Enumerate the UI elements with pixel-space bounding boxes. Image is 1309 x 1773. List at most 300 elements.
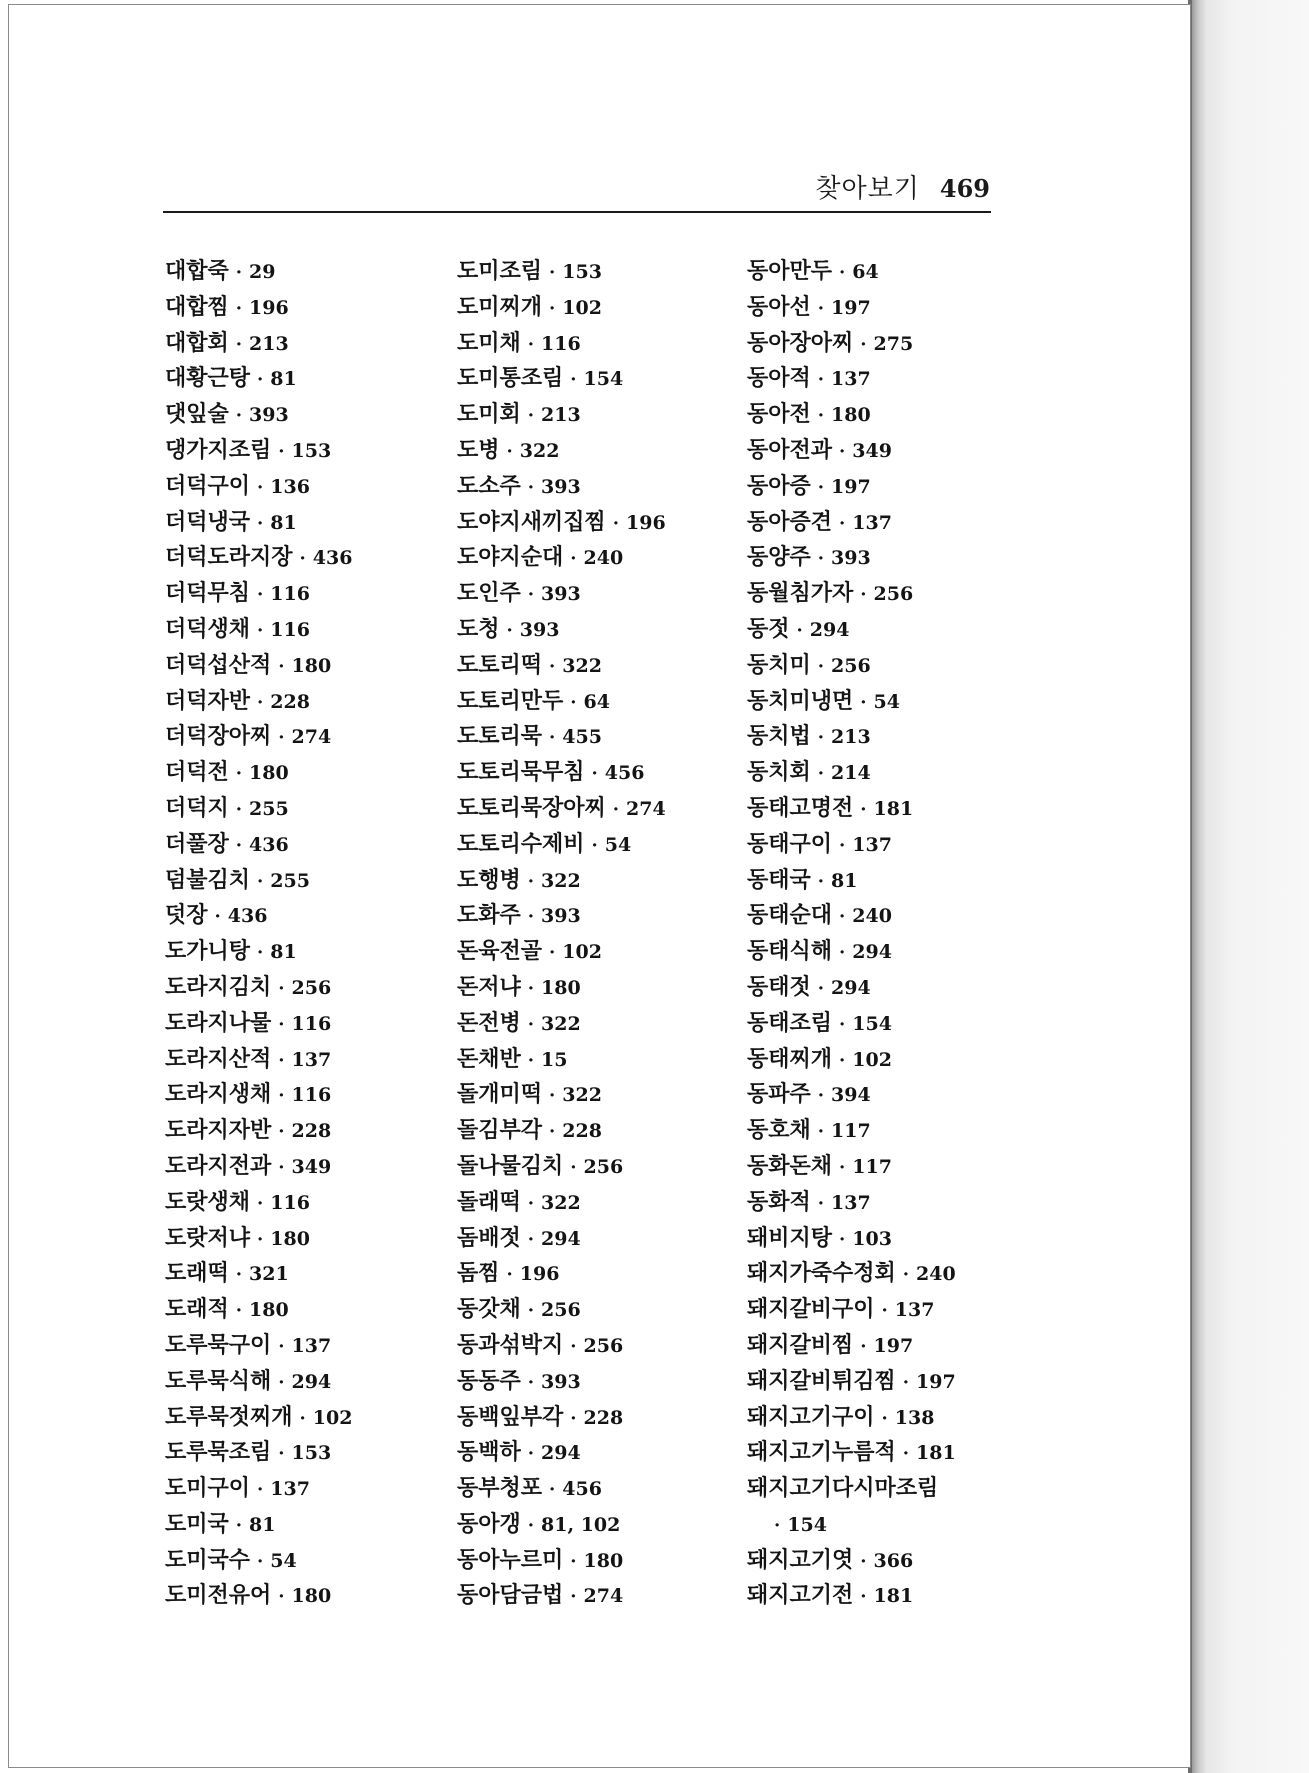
entry-term: 도미조림	[457, 259, 543, 284]
index-entry	[165, 361, 445, 397]
entry-term: 동화적	[747, 1189, 811, 1215]
index-entry	[747, 469, 1027, 505]
entry-term: 도야지새끼집찜	[457, 509, 606, 535]
entry-term: 동양주	[747, 545, 811, 571]
entry-page-ref: 322	[562, 654, 602, 677]
index-entry	[165, 469, 445, 505]
entry-page-ref: 256	[291, 976, 332, 999]
entry-page-ref: 322	[541, 1191, 581, 1214]
entry-page-ref: 116	[270, 583, 310, 606]
index-entry	[165, 505, 445, 541]
middle-dot-separator: ·	[570, 1586, 577, 1608]
index-entry	[747, 1328, 1027, 1364]
index-entry	[747, 1578, 1027, 1614]
index-entry	[165, 1435, 445, 1471]
index-entry	[747, 648, 1027, 684]
entry-page-ref: 393	[541, 905, 581, 928]
middle-dot-separator: ·	[549, 297, 556, 319]
entry-page-ref: 137	[894, 1299, 935, 1322]
index-entry	[457, 1185, 737, 1221]
entry-term: 더덕냉국	[165, 509, 251, 535]
middle-dot-separator: ·	[235, 834, 243, 856]
entry-page-ref: 322	[541, 1012, 581, 1035]
entry-term: 동태식해	[747, 939, 833, 965]
entry-term: 도루묵식해	[165, 1368, 272, 1394]
middle-dot-separator: ·	[235, 297, 243, 319]
middle-dot-separator: ·	[549, 262, 556, 283]
index-entry	[457, 827, 737, 863]
entry-term: 동아장아찌	[747, 330, 854, 356]
entry-page-ref: 436	[227, 905, 268, 928]
middle-dot-separator: ·	[278, 1443, 285, 1465]
entry-term: 돈저냐	[457, 974, 521, 1000]
middle-dot-separator: ·	[591, 834, 598, 856]
entry-term: 동아전	[747, 402, 811, 428]
index-entry	[165, 254, 445, 290]
entry-term: 동아증견	[747, 509, 833, 535]
middle-dot-separator: ·	[902, 1443, 910, 1465]
index-entry	[165, 1185, 445, 1221]
entry-term: 도미국	[165, 1511, 229, 1537]
entry-page-ref: 294	[541, 1442, 581, 1465]
middle-dot-separator: ·	[235, 405, 243, 427]
index-entry	[747, 970, 1027, 1006]
entry-page-ref: 137	[270, 1478, 310, 1501]
middle-dot-separator: ·	[839, 942, 846, 964]
index-entry	[747, 397, 1027, 433]
middle-dot-separator: ·	[257, 369, 264, 391]
index-entry	[747, 719, 1027, 755]
index-entry	[165, 1006, 445, 1042]
middle-dot-separator: ·	[235, 763, 243, 785]
middle-dot-separator: ·	[881, 1300, 888, 1322]
page-number: 469	[939, 174, 990, 203]
entry-page-ref: 228	[270, 690, 310, 713]
middle-dot-separator: ·	[860, 333, 867, 355]
index-entry	[457, 1507, 737, 1543]
index-entry	[457, 326, 737, 362]
middle-dot-separator: ·	[839, 834, 846, 856]
index-column-1	[165, 254, 445, 1614]
entry-page-ref: 436	[312, 547, 353, 570]
entry-page-ref: 394	[831, 1084, 871, 1107]
entry-page-ref: 81	[831, 869, 858, 892]
entry-term: 동월침가자	[747, 581, 854, 607]
entry-page-ref: 196	[626, 511, 666, 534]
entry-term: 돈육전골	[457, 939, 543, 965]
index-entry	[165, 755, 445, 791]
index-entry	[457, 1471, 737, 1507]
entry-page-ref: 197	[873, 1334, 914, 1357]
entry-term: 도래적	[165, 1297, 229, 1323]
entry-term: 동치법	[747, 724, 811, 750]
entry-page-ref: 116	[270, 1191, 310, 1214]
entry-page-ref: 180	[270, 1227, 310, 1250]
middle-dot-separator: ·	[527, 584, 535, 606]
entry-page-ref: 180	[583, 1549, 624, 1572]
index-entry	[165, 1578, 445, 1614]
entry-term: 동치회	[747, 760, 811, 786]
entry-term: 동태구이	[747, 831, 833, 857]
middle-dot-separator: ·	[278, 1586, 285, 1608]
index-entry	[747, 1185, 1027, 1221]
index-entry	[165, 1543, 445, 1579]
entry-page-ref: 256	[583, 1155, 624, 1178]
entry-term: 도루묵젓찌개	[165, 1404, 293, 1430]
middle-dot-separator: ·	[570, 1550, 577, 1572]
middle-dot-separator: ·	[235, 262, 243, 283]
middle-dot-separator: ·	[817, 1085, 825, 1107]
index-entry	[457, 863, 737, 899]
middle-dot-separator: ·	[817, 297, 825, 319]
entry-page-ref: 153	[562, 261, 602, 283]
entry-term: 동아담금법	[457, 1583, 564, 1609]
index-entry	[457, 1578, 737, 1614]
entry-term: 더덕자반	[165, 688, 251, 714]
index-entry	[457, 1400, 737, 1436]
entry-page-ref: 322	[562, 1084, 602, 1107]
middle-dot-separator: ·	[257, 942, 264, 964]
entry-page-ref: 393	[541, 1370, 581, 1393]
index-entry	[457, 254, 737, 290]
entry-page-ref: 181	[873, 797, 914, 820]
middle-dot-separator: ·	[527, 1013, 535, 1035]
entry-term: 더덕생채	[165, 616, 251, 642]
index-entry	[457, 1364, 737, 1400]
index-entry	[457, 719, 737, 755]
middle-dot-separator: ·	[860, 1550, 867, 1572]
middle-dot-separator: ·	[527, 1049, 535, 1071]
entry-page-ref: 81	[270, 368, 297, 391]
entry-term: 도가니탕	[165, 939, 251, 965]
entry-term: 돌김부각	[457, 1118, 543, 1144]
index-entry	[457, 684, 737, 720]
entry-page-ref: 274	[626, 797, 666, 820]
entry-term: 더덕섭산적	[165, 652, 272, 678]
middle-dot-separator: ·	[860, 1335, 867, 1357]
entry-page-ref: 137	[852, 833, 892, 856]
middle-dot-separator: ·	[902, 1371, 910, 1393]
middle-dot-separator: ·	[257, 1479, 264, 1501]
entry-page-ref: 256	[873, 583, 914, 606]
middle-dot-separator: ·	[506, 440, 513, 462]
entry-page-ref: 64	[852, 261, 879, 283]
entry-page-ref: 54	[270, 1549, 297, 1572]
index-entry	[747, 1113, 1027, 1149]
index-entry	[457, 469, 737, 505]
entry-term: 도미통조림	[457, 366, 564, 392]
entry-page-ref: 102	[312, 1406, 353, 1429]
index-entry	[165, 1364, 445, 1400]
entry-page-ref: 81	[249, 1513, 276, 1536]
middle-dot-separator: ·	[817, 977, 825, 999]
entry-page-ref: 256	[583, 1334, 624, 1357]
middle-dot-separator: ·	[257, 619, 264, 641]
entry-term: 동동주	[457, 1368, 521, 1394]
entry-page-ref: 180	[249, 762, 289, 785]
entry-term: 도야지순대	[457, 545, 564, 571]
entry-term: 동아증	[747, 473, 811, 499]
middle-dot-separator: ·	[570, 691, 577, 713]
index-entry	[457, 397, 737, 433]
index-entry	[457, 791, 737, 827]
index-entry	[165, 1221, 445, 1257]
entry-term: 동아만두	[747, 259, 833, 284]
middle-dot-separator: ·	[257, 476, 264, 498]
middle-dot-separator: ·	[549, 1479, 556, 1501]
index-entry	[747, 254, 1027, 290]
index-entry	[747, 1042, 1027, 1078]
entry-term: 돼지가죽수정회	[747, 1261, 896, 1287]
middle-dot-separator: ·	[527, 870, 535, 892]
entry-page-ref: 294	[831, 976, 871, 999]
entry-page-ref: 197	[831, 475, 871, 498]
entry-term: 도청	[457, 616, 500, 642]
middle-dot-separator: ·	[235, 1264, 243, 1286]
index-entry	[457, 433, 737, 469]
entry-term: 도미회	[457, 402, 521, 428]
middle-dot-separator: ·	[839, 1049, 846, 1071]
entry-page-ref: 321	[249, 1263, 289, 1286]
index-entry	[165, 934, 445, 970]
entry-term: 도병	[457, 437, 500, 463]
index-entry	[165, 1292, 445, 1328]
middle-dot-separator: ·	[527, 333, 535, 355]
middle-dot-separator: ·	[817, 405, 825, 427]
entry-page-ref: 180	[831, 404, 871, 427]
entry-term: 동아적	[747, 366, 811, 392]
running-head	[760, 168, 990, 208]
entry-page-ref: 138	[894, 1406, 935, 1429]
index-entry	[747, 361, 1027, 397]
middle-dot-separator: ·	[817, 727, 825, 749]
middle-dot-separator: ·	[817, 870, 825, 892]
entry-page-ref: 275	[873, 332, 914, 355]
middle-dot-separator: ·	[527, 1514, 535, 1536]
entry-term: 돌나물김치	[457, 1153, 564, 1179]
entry-page-ref: 349	[852, 439, 892, 462]
index-entry	[457, 505, 737, 541]
entry-term: 도라지자반	[165, 1118, 272, 1144]
middle-dot-separator: ·	[278, 440, 285, 462]
middle-dot-separator: ·	[549, 1085, 556, 1107]
entry-page-ref: 255	[249, 797, 289, 820]
middle-dot-separator: ·	[257, 512, 264, 534]
middle-dot-separator: ·	[527, 1300, 535, 1322]
entry-page-ref: 81	[270, 941, 297, 964]
entry-page-ref: 196	[519, 1263, 560, 1286]
entry-term: 도미구이	[165, 1476, 251, 1502]
index-entry	[165, 1400, 445, 1436]
entry-page-ref: 322	[541, 869, 581, 892]
middle-dot-separator: ·	[839, 906, 846, 928]
entry-term: 돈전병	[457, 1010, 521, 1036]
index-entry	[165, 540, 445, 576]
entry-term: 도미찌개	[457, 294, 543, 320]
entry-term: 더덕구이	[165, 473, 251, 499]
index-entry	[747, 1507, 1027, 1543]
index-entry	[165, 433, 445, 469]
index-entry	[165, 970, 445, 1006]
index-entry	[457, 1149, 737, 1185]
entry-page-ref: 456	[562, 1478, 602, 1501]
index-entry	[747, 1292, 1027, 1328]
page-shadow	[1192, 0, 1309, 1773]
entry-term: 도미채	[457, 330, 521, 356]
entry-term: 돔찜	[457, 1261, 500, 1287]
index-entry	[165, 1256, 445, 1292]
entry-term: 동젓	[747, 616, 790, 642]
entry-term: 도루묵조림	[165, 1440, 272, 1466]
index-entry	[457, 1006, 737, 1042]
middle-dot-separator: ·	[570, 369, 577, 391]
entry-page-ref: 154	[583, 368, 624, 391]
index-entry	[457, 290, 737, 326]
index-entry	[457, 970, 737, 1006]
entry-page-ref: 393	[249, 404, 289, 427]
entry-term: 동갓채	[457, 1297, 521, 1323]
middle-dot-separator: ·	[527, 405, 535, 427]
entry-page-ref: 137	[831, 1191, 871, 1214]
index-entry	[457, 1221, 737, 1257]
entry-page-ref: 154	[852, 1012, 892, 1035]
middle-dot-separator: ·	[817, 548, 825, 570]
entry-term: 돼지고기엿	[747, 1547, 854, 1573]
middle-dot-separator: ·	[817, 1121, 825, 1143]
index-entry	[747, 1006, 1027, 1042]
entry-term: 동태국	[747, 867, 811, 893]
entry-page-ref: 117	[831, 1120, 871, 1143]
middle-dot-separator: ·	[527, 1371, 535, 1393]
middle-dot-separator: ·	[817, 655, 825, 677]
middle-dot-separator: ·	[257, 1550, 264, 1572]
entry-term: 돈채반	[457, 1046, 521, 1072]
entry-term: 도라지생채	[165, 1082, 272, 1108]
index-entry	[747, 791, 1027, 827]
middle-dot-separator: ·	[839, 1013, 846, 1035]
entry-page-ref: 294	[541, 1227, 581, 1250]
entry-term: 대합회	[165, 330, 229, 356]
index-entry	[747, 1077, 1027, 1113]
index-entry	[165, 1113, 445, 1149]
middle-dot-separator: ·	[527, 1228, 535, 1250]
index-entry	[165, 612, 445, 648]
middle-dot-separator: ·	[839, 440, 846, 462]
index-entry	[747, 1543, 1027, 1579]
middle-dot-separator: ·	[278, 1371, 285, 1393]
middle-dot-separator: ·	[214, 906, 221, 928]
entry-term: 돌래떡	[457, 1189, 521, 1215]
middle-dot-separator: ·	[278, 1085, 285, 1107]
entry-page-ref: 103	[852, 1227, 892, 1250]
entry-page-ref: 81, 102	[541, 1513, 621, 1536]
index-entry	[165, 576, 445, 612]
middle-dot-separator: ·	[860, 584, 867, 606]
index-entry	[747, 1256, 1027, 1292]
middle-dot-separator: ·	[257, 870, 264, 892]
entry-page-ref: 228	[291, 1120, 332, 1143]
entry-page-ref: 240	[916, 1263, 956, 1286]
middle-dot-separator: ·	[839, 1156, 846, 1178]
entry-term: 동백잎부각	[457, 1404, 564, 1430]
entry-term: 도라지나물	[165, 1010, 272, 1036]
index-entry	[457, 1077, 737, 1113]
entry-term: 동호채	[747, 1118, 811, 1144]
entry-page-ref: 117	[852, 1155, 892, 1178]
entry-page-ref: 137	[291, 1334, 332, 1357]
entry-term: 동화돈채	[747, 1153, 833, 1179]
middle-dot-separator: ·	[839, 512, 846, 534]
middle-dot-separator: ·	[839, 262, 846, 283]
entry-page-ref: 214	[831, 762, 871, 785]
entry-term: 동부청포	[457, 1476, 543, 1502]
entry-page-ref: 240	[852, 905, 892, 928]
index-entry	[165, 397, 445, 433]
index-entry	[747, 612, 1027, 648]
index-entry	[165, 863, 445, 899]
index-entry	[457, 755, 737, 791]
entry-page-ref: 180	[541, 976, 581, 999]
entry-page-ref: 29	[249, 261, 276, 283]
entry-page-ref: 137	[291, 1048, 332, 1071]
entry-page-ref: 116	[291, 1012, 332, 1035]
middle-dot-separator: ·	[235, 1514, 243, 1536]
index-entry	[747, 576, 1027, 612]
index-entry	[165, 1507, 445, 1543]
index-entry	[457, 1256, 737, 1292]
entry-term: 도루묵구이	[165, 1332, 272, 1358]
middle-dot-separator: ·	[527, 1192, 535, 1214]
middle-dot-separator: ·	[591, 763, 598, 785]
entry-term: 더덕전	[165, 760, 229, 786]
entry-term: 대합찜	[165, 294, 229, 320]
entry-term: 돼비지탕	[747, 1225, 833, 1251]
middle-dot-separator: ·	[612, 512, 620, 534]
entry-term: 도인주	[457, 581, 521, 607]
index-entry	[457, 612, 737, 648]
entry-page-ref: 294	[809, 618, 850, 641]
index-columns	[165, 254, 995, 1634]
index-entry	[747, 1400, 1027, 1436]
entry-page-ref: 102	[562, 941, 602, 964]
middle-dot-separator: ·	[570, 548, 577, 570]
entry-term: 동과섞박지	[457, 1332, 564, 1358]
index-entry	[165, 290, 445, 326]
entry-term: 동아선	[747, 294, 811, 320]
section-title: 찾아보기	[815, 174, 920, 204]
entry-term: 동아누르미	[457, 1547, 564, 1573]
entry-page-ref: 137	[852, 511, 892, 534]
entry-page-ref: 436	[249, 833, 289, 856]
entry-term: 도토리묵무침	[457, 760, 585, 786]
entry-page-ref: 213	[249, 332, 289, 355]
entry-page-ref: 102	[852, 1048, 892, 1071]
entry-term: 댕가지조림	[165, 437, 272, 463]
entry-term: 도라지김치	[165, 974, 272, 1000]
middle-dot-separator: ·	[235, 798, 243, 820]
middle-dot-separator: ·	[235, 333, 243, 355]
entry-term: 돌개미떡	[457, 1082, 543, 1108]
index-entry	[457, 1292, 737, 1328]
middle-dot-separator: ·	[860, 798, 867, 820]
middle-dot-separator: ·	[278, 655, 285, 677]
entry-term: 더풀장	[165, 831, 229, 857]
entry-page-ref: 393	[541, 583, 581, 606]
entry-term: 도토리만두	[457, 688, 564, 714]
entry-term: 돼지고기누름적	[747, 1440, 896, 1466]
entry-page-ref: 455	[562, 726, 602, 749]
middle-dot-separator: ·	[278, 727, 285, 749]
